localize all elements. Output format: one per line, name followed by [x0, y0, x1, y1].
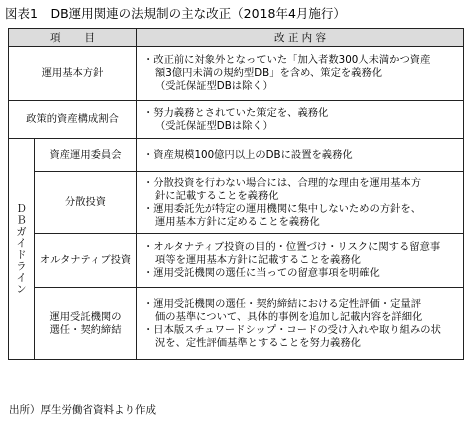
content-line: ・分散投資を行わない場合には、合理的な理由を運用基本方 — [143, 176, 422, 189]
category-label: 運用基本方針 — [41, 67, 104, 79]
content-cell — [137, 172, 464, 234]
header-content: 改 正 内 容 — [137, 29, 464, 47]
category-label: 選任・契約締結 — [49, 323, 122, 336]
category-label: オルタナティブ投資 — [39, 254, 132, 266]
header-item-char1: 項 — [50, 32, 61, 44]
category-label: 運用受託機関の — [49, 310, 122, 323]
content-line: （受託保証型DBは除く） — [155, 80, 273, 92]
header-row — [9, 29, 464, 47]
content-line: 項等を運用基本方針に記載することを義務化 — [155, 254, 361, 266]
table-row — [9, 234, 464, 288]
content-line: ・日本版スチュワードシップ・コードの受け入れや取り組みの状 — [143, 323, 441, 336]
table-row — [9, 172, 464, 234]
content-line: 運用基本方針に定めることを義務化 — [155, 215, 320, 228]
category-cell — [9, 101, 137, 139]
content-line: （受託保証型DBは除く） — [155, 119, 273, 132]
content-line: 況を、定性評価基準とすることを努力義務化 — [155, 336, 361, 349]
content-line: 価の基準について、具体的事例を追加し記載内容を詳細化 — [155, 310, 423, 323]
figure-title: 図表1 DB運用関連の法規制の主な改正（2018年4月施行） — [5, 6, 346, 21]
content-cell — [137, 47, 464, 101]
content-line: ・運用委託先が特定の運用機関に集中しないための方針を、 — [143, 202, 422, 215]
header-item — [9, 29, 137, 47]
category-cell — [35, 172, 137, 234]
category-label: 資産運用委員会 — [49, 148, 122, 161]
group-label-cell — [9, 139, 35, 360]
content-cell — [137, 288, 464, 360]
category-label: 分散投資 — [64, 196, 107, 208]
source-note: 出所）厚生労働省資料より作成 — [9, 404, 156, 416]
content-line: ・努力義務とされていた策定を、義務化 — [143, 106, 329, 119]
table-row — [9, 101, 464, 139]
content-line: ・運用受託機関の選任に当っての留意事項を明確化 — [143, 267, 380, 279]
regulation-table — [8, 28, 464, 360]
content-line: 額3億円未満の規約型DB」を含め、策定を義務化 — [155, 67, 383, 79]
group-label: ＤＢガイドライン — [15, 203, 27, 295]
category-cell — [9, 47, 137, 101]
content-line: ・資産規模100億円以上のDBに設置を義務化 — [143, 148, 353, 161]
category-label: 政策的資産構成割合 — [26, 113, 119, 125]
category-cell — [35, 234, 137, 288]
category-cell — [35, 288, 137, 360]
content-line: ・オルタナティブ投資の目的・位置づけ・リスクに関する留意事 — [143, 241, 441, 253]
content-line: 針に記載することを義務化 — [155, 189, 279, 202]
content-cell — [137, 101, 464, 139]
content-line: ・改正前に対象外となっていた「加入者数300人未満かつ資産 — [143, 54, 431, 66]
table-row — [9, 139, 464, 172]
header-item-char2: 目 — [84, 32, 95, 44]
table-row — [9, 288, 464, 360]
category-cell — [35, 139, 137, 172]
content-line: ・運用受託機関の選任・契約締結における定性評価・定量評 — [143, 297, 422, 310]
content-cell — [137, 139, 464, 172]
table-row — [9, 47, 464, 101]
content-cell — [137, 234, 464, 288]
